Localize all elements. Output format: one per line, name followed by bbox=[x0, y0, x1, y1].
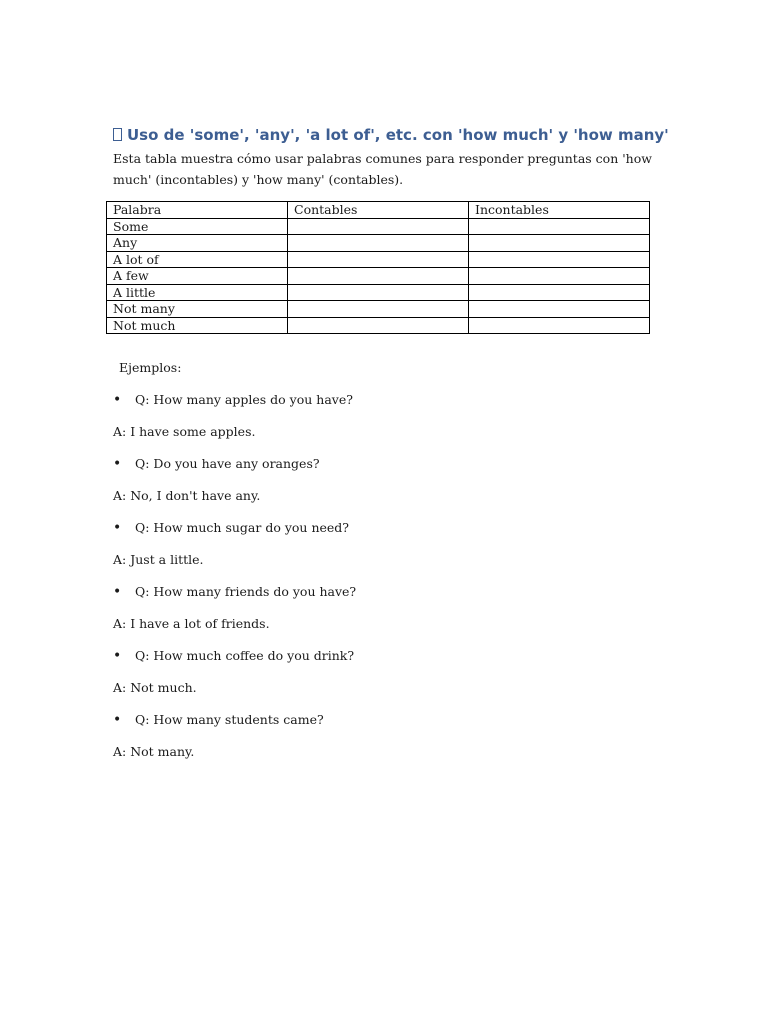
example-question: Q: How many apples do you have? bbox=[135, 392, 353, 407]
list-item bbox=[113, 711, 324, 729]
bullet-icon: • bbox=[113, 392, 122, 408]
bullet-icon: • bbox=[113, 584, 122, 600]
list-item bbox=[113, 391, 353, 409]
example-question: Q: How much coffee do you drink? bbox=[135, 648, 355, 663]
table-header-cell: Contables bbox=[288, 202, 469, 219]
example-answer: A: No, I don't have any. bbox=[113, 488, 261, 503]
table-row bbox=[107, 284, 650, 301]
table-cell bbox=[288, 235, 469, 252]
intro-paragraph: Esta tabla muestra cómo usar palabras comunes para responder preguntas con 'how much' (incontables) y 'how many' (contables). bbox=[113, 151, 652, 187]
example-question: Q: Do you have any oranges? bbox=[135, 456, 320, 471]
example-answer: A: I have some apples. bbox=[113, 424, 256, 439]
example-answer: A: Just a little. bbox=[113, 552, 204, 567]
table-cell bbox=[288, 218, 469, 235]
table-cell: Some bbox=[107, 218, 288, 235]
table-row bbox=[107, 268, 650, 285]
table-cell bbox=[288, 317, 469, 334]
example-question: Q: How many friends do you have? bbox=[135, 584, 357, 599]
heading-text: Uso de 'some', 'any', 'a lot of', etc. con 'how much' y 'how many' bbox=[127, 126, 669, 144]
example-question: Q: How much sugar do you need? bbox=[135, 520, 349, 535]
table-cell: A lot of bbox=[107, 251, 288, 268]
list-item bbox=[113, 519, 349, 537]
list-item bbox=[113, 455, 320, 473]
table-cell: A little bbox=[107, 284, 288, 301]
document-heading bbox=[113, 124, 673, 146]
table-cell bbox=[288, 268, 469, 285]
table-cell bbox=[288, 301, 469, 318]
bullet-icon: • bbox=[113, 712, 122, 728]
list-item bbox=[113, 583, 356, 601]
table-row bbox=[107, 235, 650, 252]
table-cell: Any bbox=[107, 235, 288, 252]
table-cell: Not many bbox=[107, 301, 288, 318]
table-header-cell: Palabra bbox=[107, 202, 288, 219]
example-question: Q: How many students came? bbox=[135, 712, 324, 727]
bullet-icon: • bbox=[113, 520, 122, 536]
table-cell bbox=[469, 268, 650, 285]
table-cell bbox=[469, 301, 650, 318]
bullet-icon: • bbox=[113, 648, 122, 664]
table-cell bbox=[288, 284, 469, 301]
table-cell bbox=[288, 251, 469, 268]
table-header-row bbox=[107, 202, 650, 219]
table-cell: Not much bbox=[107, 317, 288, 334]
table-row bbox=[107, 301, 650, 318]
table-cell bbox=[469, 218, 650, 235]
words-table bbox=[106, 201, 650, 334]
table-row bbox=[107, 251, 650, 268]
examples-label: Ejemplos: bbox=[119, 360, 182, 375]
table-cell: A few bbox=[107, 268, 288, 285]
table-row bbox=[107, 218, 650, 235]
table-row bbox=[107, 317, 650, 334]
table-cell bbox=[469, 235, 650, 252]
list-item bbox=[113, 647, 354, 665]
table-cell bbox=[469, 284, 650, 301]
table-cell bbox=[469, 251, 650, 268]
example-answer: A: Not many. bbox=[113, 744, 195, 759]
table-cell bbox=[469, 317, 650, 334]
example-answer: A: Not much. bbox=[113, 680, 197, 695]
bullet-icon: • bbox=[113, 456, 122, 472]
missing-glyph-icon bbox=[113, 128, 122, 141]
table-header-cell: Incontables bbox=[469, 202, 650, 219]
example-answer: A: I have a lot of friends. bbox=[113, 616, 270, 631]
